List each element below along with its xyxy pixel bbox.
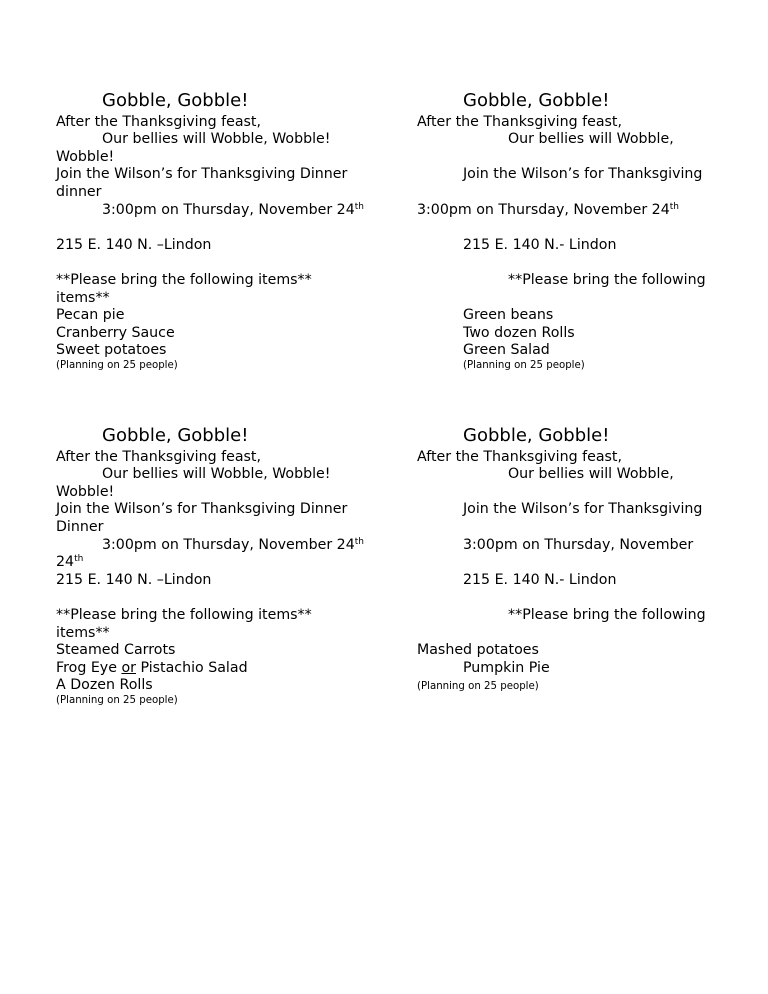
invite-line-join-wrap: dinner: [56, 184, 102, 200]
invite-line-feast: After the Thanksgiving feast,: [417, 449, 622, 465]
invite-line-feast: After the Thanksgiving feast,: [56, 114, 261, 130]
list-item: Steamed Carrots: [56, 642, 176, 658]
list-item: Mashed potatoes: [417, 642, 539, 658]
invite-line-bellies: Our bellies will Wobble, Wobble!: [102, 131, 331, 147]
invite-address: 215 E. 140 N.- Lindon: [463, 237, 617, 253]
invite-note: (Planning on 25 people): [56, 695, 178, 706]
list-item-text: Pistachio Salad: [135, 660, 248, 676]
list-item: A Dozen Rolls: [56, 677, 153, 693]
invite-title: Gobble, Gobble!: [102, 90, 249, 111]
invite-note: (Planning on 25 people): [463, 360, 585, 371]
invite-time: [102, 537, 364, 554]
invite-line-feast: After the Thanksgiving feast,: [417, 114, 622, 130]
invite-title: Gobble, Gobble!: [463, 425, 610, 446]
invite-bring-wrap: items**: [56, 290, 110, 306]
list-item: [56, 660, 248, 677]
list-item: Green Salad: [463, 342, 550, 358]
invite-bring-heading: **Please bring the following: [508, 272, 706, 288]
invite-time-sup: th: [354, 537, 364, 547]
invite-title: Gobble, Gobble!: [463, 90, 610, 111]
invite-line-bellies: Our bellies will Wobble,: [508, 131, 674, 147]
invite-address: 215 E. 140 N. –Lindon: [56, 572, 212, 588]
invite-time-text: 3:00pm on Thursday, November 24: [102, 537, 355, 553]
invite-address: 215 E. 140 N. –Lindon: [56, 237, 212, 253]
invite-time-wrap-sup: th: [74, 554, 84, 564]
invite-line-join: Join the Wilson’s for Thanksgiving Dinner: [56, 166, 348, 182]
list-item: Pecan pie: [56, 307, 125, 323]
invite-line-join: Join the Wilson’s for Thanksgiving Dinner: [56, 501, 348, 517]
list-item-or: or: [121, 660, 136, 676]
list-item: Sweet potatoes: [56, 342, 167, 358]
list-item: Green beans: [463, 307, 554, 323]
invite-line-bellies-wrap: Wobble!: [56, 149, 115, 165]
invite-line-join: Join the Wilson’s for Thanksgiving: [463, 166, 703, 182]
invite-note: (Planning on 25 people): [417, 681, 539, 692]
invite-bring-heading: **Please bring the following: [508, 607, 706, 623]
invite-time-text: 3:00pm on Thursday, November 24: [417, 202, 670, 218]
invite-time: [417, 202, 679, 219]
invite-bring-heading: **Please bring the following items**: [56, 607, 312, 623]
invite-time-sup: th: [354, 202, 364, 212]
invite-time: [102, 202, 364, 219]
invite-address: 215 E. 140 N.- Lindon: [463, 572, 617, 588]
invite-bring-wrap: items**: [56, 625, 110, 641]
invite-time-wrap-text: 24: [56, 554, 75, 570]
list-item-text: Frog Eye: [56, 660, 122, 676]
invite-line-bellies: Our bellies will Wobble, Wobble!: [102, 466, 331, 482]
invite-time-wrap: [56, 554, 83, 571]
list-item: Cranberry Sauce: [56, 325, 175, 341]
invite-bring-heading: **Please bring the following items**: [56, 272, 312, 288]
invite-time-text: 3:00pm on Thursday, November 24: [102, 202, 355, 218]
invite-line-join-wrap: Dinner: [56, 519, 104, 535]
invite-note: (Planning on 25 people): [56, 360, 178, 371]
invite-time-sup: th: [669, 202, 679, 212]
invite-line-join: Join the Wilson’s for Thanksgiving: [463, 501, 703, 517]
invite-line-bellies: Our bellies will Wobble,: [508, 466, 674, 482]
invite-line-feast: After the Thanksgiving feast,: [56, 449, 261, 465]
list-item: Pumpkin Pie: [463, 660, 550, 676]
invite-title: Gobble, Gobble!: [102, 425, 249, 446]
invite-line-bellies-wrap: Wobble!: [56, 484, 115, 500]
invite-time: 3:00pm on Thursday, November: [463, 537, 694, 553]
list-item: Two dozen Rolls: [463, 325, 575, 341]
